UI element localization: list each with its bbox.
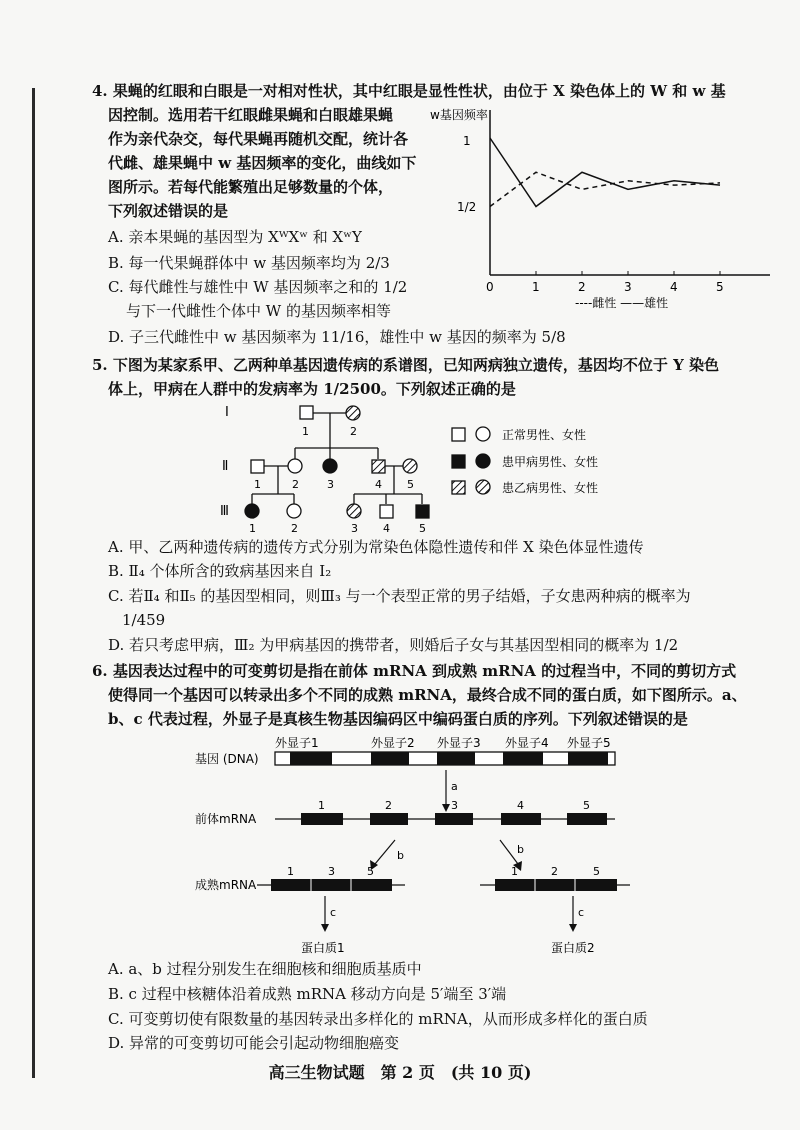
- chart-y-tick-1: 1: [463, 134, 471, 148]
- legend-normal-female: [476, 427, 490, 441]
- q5-stem-line2: 体上，甲病在人群中的发病率为 1/2500。下列叙述正确的是: [108, 380, 516, 398]
- q5-stem-line1: 5. 下图为某家系甲、乙两种单基因遗传病的系谱图，已知两病独立遗传，基因均不位于 Y 染色: [92, 356, 720, 374]
- III-3-num: 3: [351, 522, 358, 535]
- III-5-jia-male: [416, 505, 429, 518]
- II-3-num: 3: [327, 478, 334, 491]
- legend-jia-female: [476, 454, 490, 468]
- exon-label-2: 外显子2: [371, 736, 415, 750]
- pre-exon-3: 3: [451, 799, 458, 812]
- q6-option-b: B. c 过程中核糖体沿着成熟 mRNA 移动方向是 5′端至 3′端: [108, 985, 507, 1003]
- process-b-label-2: b: [517, 843, 524, 856]
- III-5-num: 5: [419, 522, 426, 535]
- mature1-exon-b: 3: [328, 865, 335, 878]
- chart-x-tick-0: 0: [486, 280, 494, 294]
- II-1-num: 1: [254, 478, 261, 491]
- exon-label-3: 外显子3: [437, 736, 481, 750]
- pre-exon-4: 4: [517, 799, 524, 812]
- II-4-yi-male: [372, 460, 385, 473]
- chart-x-tick-2: 2: [578, 280, 586, 294]
- legend-jia-text: 患甲病男性、女性: [502, 455, 599, 469]
- gen-label-2: Ⅱ: [222, 459, 229, 474]
- III-3-yi-female: [347, 504, 361, 518]
- II-2-normal-female: [288, 459, 302, 473]
- q4-option-b: B. 每一代果蝇群体中 w 基因频率均为 2/3: [108, 254, 390, 272]
- chart-x-tick-5: 5: [716, 280, 724, 294]
- q4-option-a: A. 亲本果蝇的基因型为 XᵂXʷ 和 XʷY: [108, 228, 362, 246]
- q5-option-a: A. 甲、乙两种遗传病的遗传方式分别为常染色体隐性遗传和伴 X 染色体显性遗传: [108, 538, 644, 556]
- mature1-exon-c: 5: [367, 865, 374, 878]
- w-frequency-chart: [425, 105, 785, 320]
- pre-mrna-label: 前体mRNA: [195, 812, 257, 826]
- q5-option-d: D. 若只考虑甲病，Ⅲ₂ 为甲病基因的携带者，则婚后子女与其基因型相同的概率为 1/2: [108, 636, 679, 654]
- chart-x-tick-3: 3: [624, 280, 632, 294]
- pedigree-chart: [210, 400, 660, 535]
- III-2-num: 2: [291, 522, 298, 535]
- II-2-num: 2: [292, 478, 299, 491]
- q6-stem-line3: b、c 代表过程，外显子是真核生物基因编码区中编码蛋白质的序列。下列叙述错误的是: [108, 710, 688, 728]
- mature2-exon-b: 2: [551, 865, 558, 878]
- legend-yi-female: [476, 480, 490, 494]
- protein2-label: 蛋白质2: [551, 941, 595, 955]
- exon-label-1: 外显子1: [275, 736, 319, 750]
- gen-label-3: Ⅲ: [220, 504, 229, 519]
- exon-label-4: 外显子4: [505, 736, 549, 750]
- legend-yi-text: 患乙病男性、女性: [502, 481, 599, 495]
- I-2-num: 2: [350, 425, 357, 438]
- process-c-label-2: c: [578, 906, 585, 919]
- chart-x-tick-4: 4: [670, 280, 678, 294]
- q6-option-d: D. 异常的可变剪切可能会引起动物细胞癌变: [108, 1034, 400, 1052]
- chart-y-label: w基因频率: [430, 108, 488, 122]
- q4-stem-line6: 下列叙述错误的是: [108, 202, 229, 220]
- I-2-yi-female: [346, 406, 360, 420]
- II-4-num: 4: [375, 478, 382, 491]
- III-4-normal-male: [380, 505, 393, 518]
- exon-label-5: 外显子5: [567, 736, 611, 750]
- q4-option-d: D. 子三代雌性中 w 基因频率为 11/16，雄性中 w 基因的频率为 5/8: [108, 328, 566, 346]
- q4-stem-line5: 图所示。若每代能繁殖出足够数量的个体，: [108, 178, 394, 196]
- gen-label-1: Ⅰ: [225, 405, 229, 420]
- q6-stem-line2: 使得同一个基因可以转录出多个不同的成熟 mRNA，最终合成不同的蛋白质，如下图所示。a、: [108, 686, 747, 704]
- q5-option-c-line1: C. 若Ⅱ₄ 和Ⅱ₅ 的基因型相同，则Ⅲ₃ 与一个表型正常的男子结婚，子女患两种病的概率为: [108, 587, 691, 605]
- I-1-normal-male: [300, 406, 313, 419]
- chart-legend: ----雌性 ——雄性: [575, 296, 669, 310]
- q4-stem-line2: 因控制。选用若干红眼雌果蝇和白眼雄果蝇: [108, 106, 394, 124]
- II-3-jia-female: [323, 459, 337, 473]
- process-b-label-1: b: [397, 849, 404, 862]
- pre-exon-1: 1: [318, 799, 325, 812]
- II-5-num: 5: [407, 478, 414, 491]
- q5-option-b: B. Ⅱ₄ 个体所含的致病基因来自 Ⅰ₂: [108, 562, 332, 580]
- mature2-exon-c: 5: [593, 865, 600, 878]
- legend-normal-text: 正常男性、女性: [502, 428, 587, 442]
- q4-stem-line3: 作为亲代杂交，每代果蝇再随机交配，统计各: [108, 130, 409, 148]
- q5-option-c-line2: 1/459: [122, 611, 166, 629]
- mature2-exon-a: 1: [511, 865, 518, 878]
- chart-x-tick-1: 1: [532, 280, 540, 294]
- q4-stem-line4: 代雌、雄果蝇中 w 基因频率的变化，曲线如下: [108, 154, 417, 172]
- q4-option-c-line1: C. 每代雌性与雄性中 W 基因频率之和的 1/2: [108, 278, 408, 296]
- pre-exon-5: 5: [583, 799, 590, 812]
- q4-stem-line1: 4. 果蝇的红眼和白眼是一对相对性状，其中红眼是显性性状，由位于 X 染色体上的 W 和 w 基: [92, 82, 726, 100]
- pre-exon-2: 2: [385, 799, 392, 812]
- legend-jia-male: [452, 455, 465, 468]
- mature-mrna-2: [495, 879, 617, 891]
- q6-option-c: C. 可变剪切使有限数量的基因转录出多样化的 mRNA，从而形成多样化的蛋白质: [108, 1010, 648, 1028]
- mature1-exon-a: 1: [287, 865, 294, 878]
- legend-yi-male: [452, 481, 465, 494]
- mature-mrna-1: [271, 879, 392, 891]
- binding-margin-line: [32, 88, 35, 1078]
- q6-option-a: A. a、b 过程分别发生在细胞核和细胞质基质中: [108, 960, 422, 978]
- mature-mrna-label: 成熟mRNA: [195, 878, 257, 892]
- legend-normal-male: [452, 428, 465, 441]
- process-a-label: a: [451, 780, 458, 793]
- II-1-normal-male: [251, 460, 264, 473]
- gene-dna-label: 基因 (DNA): [195, 752, 259, 766]
- III-1-jia-female: [245, 504, 259, 518]
- III-1-num: 1: [249, 522, 256, 535]
- q4-option-c-line2: 与下一代雌性个体中 W 的基因频率相等: [126, 302, 391, 320]
- III-4-num: 4: [383, 522, 390, 535]
- chart-y-tick-half: 1/2: [457, 200, 477, 214]
- protein1-label: 蛋白质1: [301, 941, 345, 955]
- II-5-yi-female: [403, 459, 417, 473]
- process-c-label-1: c: [330, 906, 337, 919]
- I-1-num: 1: [302, 425, 309, 438]
- III-2-normal-female: [287, 504, 301, 518]
- page-footer: 高三生物试题 第 2 页 (共 10 页): [268, 1063, 532, 1082]
- q6-stem-line1: 6. 基因表达过程中的可变剪切是指在前体 mRNA 到成熟 mRNA 的过程当中，不同的剪切方式: [92, 662, 737, 680]
- series-male-line: [490, 138, 720, 207]
- splicing-diagram: [195, 732, 665, 960]
